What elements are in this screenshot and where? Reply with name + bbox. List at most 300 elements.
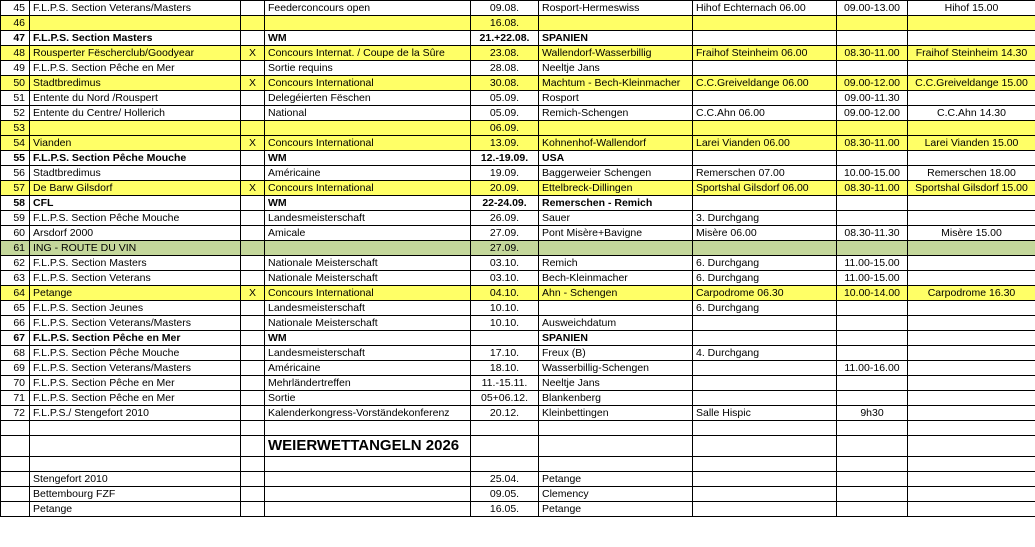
meeting-point-cell: 4. Durchgang: [693, 346, 837, 361]
meeting-point-cell: [693, 31, 837, 46]
event-cell: Delegéierten Fëschen: [265, 91, 471, 106]
date-cell: 09.08.: [471, 1, 539, 16]
empty-cell: [539, 457, 693, 472]
international-mark-cell: [241, 316, 265, 331]
table-row: [1, 361, 1035, 376]
table-row: [1, 166, 1035, 181]
international-mark-cell: X: [241, 76, 265, 91]
event-cell: WM: [265, 331, 471, 346]
empty-cell: [471, 457, 539, 472]
table-row: [1, 121, 1035, 136]
event-cell: Sortie requins: [265, 61, 471, 76]
organizer-cell: Rousperter Fëschercl​ub/Goodyear: [30, 46, 241, 61]
table-row: [1, 31, 1035, 46]
international-mark-cell: [241, 241, 265, 256]
international-mark-cell: [241, 211, 265, 226]
end-location-cell: [908, 331, 1035, 346]
time-cell: [837, 196, 908, 211]
end-location-cell: [908, 406, 1035, 421]
row-number: 53: [1, 121, 30, 136]
event-cell: Américaine: [265, 166, 471, 181]
event-cell: WM: [265, 31, 471, 46]
end-location-cell: Remerschen 18.00: [908, 166, 1035, 181]
row-number: 52: [1, 106, 30, 121]
time-cell: 08.30-11.00: [837, 46, 908, 61]
date-cell: 18.10.: [471, 361, 539, 376]
table-row: [1, 136, 1035, 151]
organizer-cell: F.L.P.S. Section Pêche en Mer: [30, 391, 241, 406]
empty-cell: [1, 487, 30, 502]
end-location-cell: [908, 256, 1035, 271]
organizer-cell: F.L.P.S. Section Pêche en Mer: [30, 61, 241, 76]
location-cell: [539, 301, 693, 316]
empty-cell: [837, 472, 908, 487]
row-number: 62: [1, 256, 30, 271]
event-cell: Concours Internat. / Coupe de la Sûre: [265, 46, 471, 61]
international-mark-cell: [241, 121, 265, 136]
date-cell: 17.10.: [471, 346, 539, 361]
empty-cell: [837, 421, 908, 436]
empty-cell: [693, 502, 837, 517]
international-mark-cell: [241, 271, 265, 286]
empty-cell: [693, 487, 837, 502]
date-cell: 26.09.: [471, 211, 539, 226]
international-mark-cell: X: [241, 286, 265, 301]
international-mark-cell: [241, 226, 265, 241]
international-mark-cell: X: [241, 46, 265, 61]
organizer-cell: Petange: [30, 286, 241, 301]
location-cell: Petange: [539, 502, 693, 517]
empty-cell: [241, 457, 265, 472]
international-mark-cell: [241, 406, 265, 421]
time-cell: [837, 346, 908, 361]
organizer-cell: F.L.P.S. Section Pêche en Mer: [30, 376, 241, 391]
table-row: [1, 487, 1035, 502]
end-location-cell: Hihof 15.00: [908, 1, 1035, 16]
empty-cell: [1, 502, 30, 517]
meeting-point-cell: 6. Durchgang: [693, 301, 837, 316]
empty-cell: [265, 502, 471, 517]
international-mark-cell: [241, 301, 265, 316]
time-cell: 10.00-15.00: [837, 166, 908, 181]
date-cell: 25.04.: [471, 472, 539, 487]
meeting-point-cell: [693, 331, 837, 346]
international-mark-cell: [241, 346, 265, 361]
end-location-cell: [908, 31, 1035, 46]
table-row: [1, 346, 1035, 361]
meeting-point-cell: Fraihof Steinheim 06.00: [693, 46, 837, 61]
meeting-point-cell: Remerschen 07.00: [693, 166, 837, 181]
row-number: 51: [1, 91, 30, 106]
event-cell: Concours International: [265, 76, 471, 91]
meeting-point-cell: [693, 151, 837, 166]
row-number: 54: [1, 136, 30, 151]
date-cell: 21.+22.08.: [471, 31, 539, 46]
date-cell: 30.08.: [471, 76, 539, 91]
empty-cell: [30, 436, 241, 457]
end-location-cell: [908, 16, 1035, 31]
row-number: 71: [1, 391, 30, 406]
organizer-cell: Bettembourg FZF: [30, 487, 241, 502]
event-cell: Nationale Meisterschaft: [265, 316, 471, 331]
meeting-point-cell: 3. Durchgang: [693, 211, 837, 226]
end-location-cell: [908, 241, 1035, 256]
empty-cell: [30, 421, 241, 436]
location-cell: Wasserbillig-Schengen: [539, 361, 693, 376]
empty-cell: [908, 487, 1035, 502]
organizer-cell: F.L.P.S. Section Masters: [30, 31, 241, 46]
location-cell: Petange: [539, 472, 693, 487]
international-mark-cell: [241, 376, 265, 391]
organizer-cell: [30, 16, 241, 31]
table-row: [1, 391, 1035, 406]
table-row: [1, 61, 1035, 76]
end-location-cell: [908, 211, 1035, 226]
row-number: 57: [1, 181, 30, 196]
row-number: 69: [1, 361, 30, 376]
organizer-cell: F.L.P.S. Section Pêche Mouche: [30, 151, 241, 166]
location-cell: Ausweichdatum: [539, 316, 693, 331]
row-number: 65: [1, 301, 30, 316]
row-number: 46: [1, 16, 30, 31]
date-cell: 05.09.: [471, 106, 539, 121]
meeting-point-cell: Larei Vianden 06.00: [693, 136, 837, 151]
row-number: 58: [1, 196, 30, 211]
international-mark-cell: [241, 91, 265, 106]
empty-cell: [693, 472, 837, 487]
row-number: 64: [1, 286, 30, 301]
event-cell: Amicale: [265, 226, 471, 241]
empty-cell: [837, 457, 908, 472]
organizer-cell: F.L.P.S. Section Jeunes: [30, 301, 241, 316]
table-row: [1, 316, 1035, 331]
table-row: [1, 16, 1035, 31]
meeting-point-cell: [693, 196, 837, 211]
empty-cell: [837, 502, 908, 517]
location-cell: Sauer: [539, 211, 693, 226]
empty-cell: [908, 421, 1035, 436]
international-mark-cell: [241, 361, 265, 376]
end-location-cell: [908, 376, 1035, 391]
event-cell: Sortie: [265, 391, 471, 406]
row-number: 66: [1, 316, 30, 331]
end-location-cell: [908, 271, 1035, 286]
location-cell: Bech-Kleinmacher: [539, 271, 693, 286]
empty-cell: [693, 421, 837, 436]
empty-cell: [1, 436, 30, 457]
empty-cell: [837, 487, 908, 502]
end-location-cell: [908, 391, 1035, 406]
event-cell: Nationale Meisterschaft: [265, 271, 471, 286]
table-row: [1, 301, 1035, 316]
empty-cell: [241, 487, 265, 502]
international-mark-cell: [241, 196, 265, 211]
international-mark-cell: [241, 391, 265, 406]
organizer-cell: Stadtbredimus: [30, 166, 241, 181]
international-mark-cell: [241, 166, 265, 181]
location-cell: [539, 16, 693, 31]
location-cell: Remich-Schengen: [539, 106, 693, 121]
row-number: 72: [1, 406, 30, 421]
date-cell: [471, 331, 539, 346]
date-cell: 05+06.12.: [471, 391, 539, 406]
empty-cell: [241, 502, 265, 517]
end-location-cell: C.C.Ahn 14.30: [908, 106, 1035, 121]
end-location-cell: [908, 316, 1035, 331]
organizer-cell: Stadtbredimus: [30, 76, 241, 91]
location-cell: Wallendorf-Wasserbillig: [539, 46, 693, 61]
empty-cell: [241, 472, 265, 487]
table-row: [1, 376, 1035, 391]
row-number: 48: [1, 46, 30, 61]
location-cell: Rosport-Hermeswiss: [539, 1, 693, 16]
time-cell: [837, 301, 908, 316]
international-mark-cell: [241, 31, 265, 46]
date-cell: 28.08.: [471, 61, 539, 76]
end-location-cell: [908, 361, 1035, 376]
organizer-cell: De Barw Gilsdorf: [30, 181, 241, 196]
date-cell: 03.10.: [471, 256, 539, 271]
international-mark-cell: [241, 1, 265, 16]
date-cell: 19.09.: [471, 166, 539, 181]
meeting-point-cell: [693, 376, 837, 391]
empty-cell: [539, 421, 693, 436]
section-title-row: [1, 436, 1035, 457]
meeting-point-cell: Hihof Echternach 06.00: [693, 1, 837, 16]
empty-cell: [837, 436, 908, 457]
meeting-point-cell: [693, 61, 837, 76]
organizer-cell: Stengefort 2010: [30, 472, 241, 487]
date-cell: 10.10.: [471, 301, 539, 316]
table-row: [1, 181, 1035, 196]
empty-cell: [241, 421, 265, 436]
time-cell: [837, 241, 908, 256]
table-row: [1, 91, 1035, 106]
meeting-point-cell: [693, 121, 837, 136]
row-number: 61: [1, 241, 30, 256]
organizer-cell: F.L.P.S. Section Pêche Mouche: [30, 211, 241, 226]
location-cell: Pont Misère+Bavigne: [539, 226, 693, 241]
empty-cell: [908, 436, 1035, 457]
organizer-cell: Entente du Centre/ Hollerich: [30, 106, 241, 121]
time-cell: [837, 316, 908, 331]
table-row: [1, 241, 1035, 256]
empty-cell: [908, 472, 1035, 487]
event-cell: Mehrländertreffen: [265, 376, 471, 391]
end-location-cell: C.C.Greiveldange 15.00: [908, 76, 1035, 91]
date-cell: 20.12.: [471, 406, 539, 421]
table-row: [1, 151, 1035, 166]
event-cell: Américaine: [265, 361, 471, 376]
end-location-cell: Larei Vianden 15.00: [908, 136, 1035, 151]
location-cell: Kohnenhof-Wallendorf: [539, 136, 693, 151]
time-cell: [837, 121, 908, 136]
empty-cell: [539, 436, 693, 457]
date-cell: 10.10.: [471, 316, 539, 331]
organizer-cell: F.L.P.S./ Stengefort 2010: [30, 406, 241, 421]
date-cell: 04.10.: [471, 286, 539, 301]
event-cell: Concours International: [265, 136, 471, 151]
location-cell: SPANIEN: [539, 331, 693, 346]
table-row: [1, 286, 1035, 301]
time-cell: [837, 151, 908, 166]
time-cell: [837, 31, 908, 46]
empty-cell: [30, 457, 241, 472]
time-cell: 09.00-11.30: [837, 91, 908, 106]
meeting-point-cell: [693, 16, 837, 31]
organizer-cell: Petange: [30, 502, 241, 517]
row-number: 49: [1, 61, 30, 76]
location-cell: Remerschen - Remich: [539, 196, 693, 211]
event-cell: Landesmeisterschaft: [265, 301, 471, 316]
organizer-cell: F.L.P.S. Section Masters: [30, 256, 241, 271]
meeting-point-cell: 6. Durchgang: [693, 271, 837, 286]
end-location-cell: [908, 91, 1035, 106]
location-cell: Kleinbettingen: [539, 406, 693, 421]
event-cell: Concours International: [265, 181, 471, 196]
table-row: [1, 106, 1035, 121]
time-cell: [837, 61, 908, 76]
empty-cell: [241, 436, 265, 457]
location-cell: USA: [539, 151, 693, 166]
end-location-cell: [908, 346, 1035, 361]
event-cell: Concours International: [265, 286, 471, 301]
location-cell: Ettelbreck-Dillingen: [539, 181, 693, 196]
date-cell: 27.09.: [471, 226, 539, 241]
empty-cell: [1, 472, 30, 487]
meeting-point-cell: [693, 361, 837, 376]
meeting-point-cell: [693, 316, 837, 331]
international-mark-cell: [241, 256, 265, 271]
organizer-cell: F.L.P.S. Section Pêche en Mer: [30, 331, 241, 346]
date-cell: 16.08.: [471, 16, 539, 31]
organizer-cell: ING - ROUTE DU VIN: [30, 241, 241, 256]
end-location-cell: [908, 61, 1035, 76]
meeting-point-cell: [693, 391, 837, 406]
time-cell: [837, 16, 908, 31]
international-mark-cell: [241, 106, 265, 121]
row-number: 59: [1, 211, 30, 226]
location-cell: Clemency: [539, 487, 693, 502]
empty-cell: [265, 472, 471, 487]
date-cell: 09.05.: [471, 487, 539, 502]
empty-cell: [265, 487, 471, 502]
table-row: [1, 196, 1035, 211]
row-number: 67: [1, 331, 30, 346]
international-mark-cell: [241, 16, 265, 31]
date-cell: 13.09.: [471, 136, 539, 151]
end-location-cell: Fraihof Steinheim 14.30: [908, 46, 1035, 61]
event-cell: Feederconcours open: [265, 1, 471, 16]
organizer-cell: F.L.P.S. Section Veterans: [30, 271, 241, 286]
event-cell: [265, 121, 471, 136]
time-cell: 09.00-13.00: [837, 1, 908, 16]
location-cell: Machtum - Bech-Kleinmacher: [539, 76, 693, 91]
empty-cell: [908, 502, 1035, 517]
event-cell: National: [265, 106, 471, 121]
organizer-cell: Entente du Nord /Rouspert: [30, 91, 241, 106]
location-cell: [539, 241, 693, 256]
table-row: [1, 472, 1035, 487]
table-row: [1, 76, 1035, 91]
time-cell: 08.30-11.00: [837, 181, 908, 196]
empty-cell: [908, 457, 1035, 472]
row-number: 60: [1, 226, 30, 241]
organizer-cell: F.L.P.S. Section Veterans/Masters: [30, 316, 241, 331]
location-cell: Neeltje Jans: [539, 61, 693, 76]
meeting-point-cell: [693, 241, 837, 256]
row-number: 47: [1, 31, 30, 46]
end-location-cell: [908, 151, 1035, 166]
meeting-point-cell: Sportshal Gilsdorf 06.00: [693, 181, 837, 196]
time-cell: [837, 211, 908, 226]
time-cell: 11.00-16.00: [837, 361, 908, 376]
table-row: [1, 226, 1035, 241]
event-cell: Kalenderkongress-Vorständekonferenz: [265, 406, 471, 421]
end-location-cell: [908, 301, 1035, 316]
table-row: [1, 46, 1035, 61]
date-cell: 20.09.: [471, 181, 539, 196]
location-cell: Remich: [539, 256, 693, 271]
international-mark-cell: [241, 331, 265, 346]
table-row: [1, 271, 1035, 286]
organizer-cell: F.L.P.S. Section Veterans/Masters: [30, 361, 241, 376]
meeting-point-cell: Salle Hispic: [693, 406, 837, 421]
empty-cell: [265, 421, 471, 436]
empty-cell: [1, 421, 30, 436]
end-location-cell: [908, 121, 1035, 136]
row-number: 55: [1, 151, 30, 166]
location-cell: Blankenberg: [539, 391, 693, 406]
meeting-point-cell: 6. Durchgang: [693, 256, 837, 271]
end-location-cell: Sportshal Gilsdorf 15.00: [908, 181, 1035, 196]
location-cell: Rosport: [539, 91, 693, 106]
international-mark-cell: X: [241, 136, 265, 151]
date-cell: 12.-19.09.: [471, 151, 539, 166]
time-cell: 09.00-12.00: [837, 106, 908, 121]
row-number: 56: [1, 166, 30, 181]
international-mark-cell: [241, 151, 265, 166]
location-cell: Ahn - Schengen: [539, 286, 693, 301]
time-cell: [837, 331, 908, 346]
time-cell: 9h30: [837, 406, 908, 421]
location-cell: SPANIEN: [539, 31, 693, 46]
time-cell: [837, 391, 908, 406]
time-cell: 10.00-14.00: [837, 286, 908, 301]
row-number: 70: [1, 376, 30, 391]
end-location-cell: Carpodrome 16.30: [908, 286, 1035, 301]
meeting-point-cell: Carpodrome 06.30: [693, 286, 837, 301]
location-cell: Baggerweier Schengen: [539, 166, 693, 181]
row-number: 45: [1, 1, 30, 16]
date-cell: 05.09.: [471, 91, 539, 106]
location-cell: Freux (B): [539, 346, 693, 361]
spacer-row: [1, 457, 1035, 472]
empty-cell: [693, 457, 837, 472]
empty-cell: [471, 436, 539, 457]
event-cell: Nationale Meisterschaft: [265, 256, 471, 271]
empty-cell: [265, 457, 471, 472]
table-row: [1, 1, 1035, 16]
event-cell: WM: [265, 196, 471, 211]
date-cell: 03.10.: [471, 271, 539, 286]
table-row: [1, 406, 1035, 421]
international-mark-cell: X: [241, 181, 265, 196]
meeting-point-cell: Misère 06.00: [693, 226, 837, 241]
time-cell: 11.00-15.00: [837, 271, 908, 286]
event-cell: [265, 241, 471, 256]
empty-cell: [693, 436, 837, 457]
